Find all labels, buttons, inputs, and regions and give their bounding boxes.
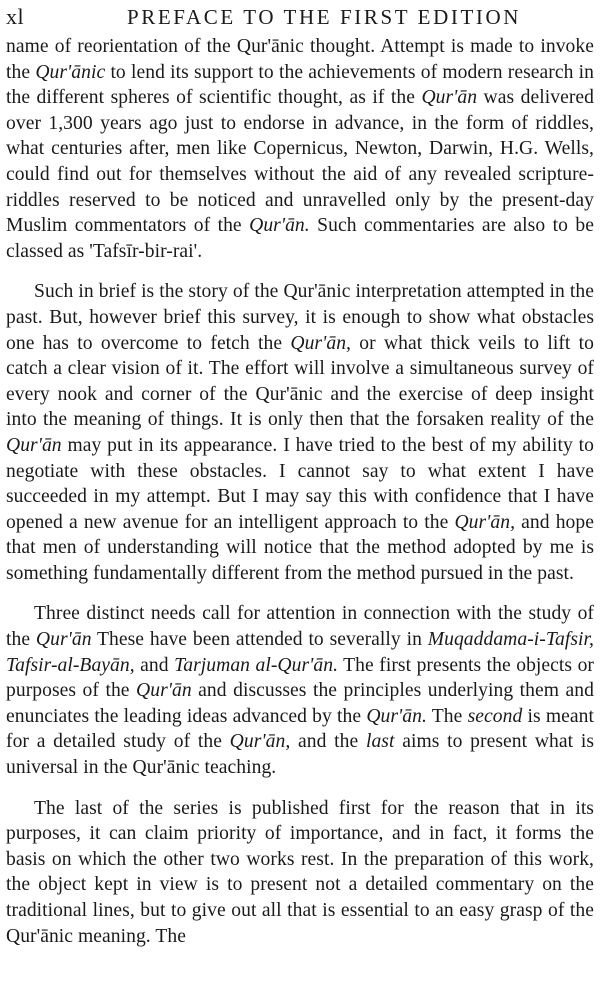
italic-text-run: second — [467, 705, 523, 727]
body-text — [6, 34, 594, 949]
text-run: may put in its appearance. I have tried to the best of my ability to negotiate with these obstacles. I cannot say to what extent I have succeeded in my attempt. But I may say this with confidence that I have opened a new avenue for an intelligent approach to the — [6, 434, 594, 533]
text-run: and — [134, 654, 175, 676]
text-run: The — [426, 705, 468, 727]
text-run: Three distinct needs call for attention in connection with the study of the — [6, 603, 594, 651]
text-run: aims to present what is universal in the Qur'ānic teaching. — [6, 731, 594, 779]
paragraph-1 — [6, 34, 594, 264]
text-run: Such commentaries are also to be classed as 'Tafsīr-bir-rai'. — [6, 215, 594, 262]
italic-text-run: Qur'ān — [136, 680, 192, 702]
italic-text-run: Qur'ān, — [229, 731, 291, 753]
paragraph-2 — [6, 279, 594, 586]
italic-text-run: Tarjuman al-Qur'ān. — [174, 654, 339, 676]
text-run: The first presents the objects or purposes of the — [6, 654, 594, 702]
paragraph-3 — [6, 601, 594, 780]
text-run: to lend its support to the achievements of modern research in the different spheres of scientific thought, as if the — [6, 61, 594, 109]
text-run: These have been attended to severally in — [91, 629, 428, 651]
paragraph-4 — [6, 796, 594, 950]
text-run: was delivered over 1,300 years ago just to endorse in advance, in the form of riddles, what centuries after, men like Copernicus, Newton, Darwin, H.G. Wells, could find out for themselves without the aid of any revealed scripture-riddles reserved to be noticed and unravelled only by the present-day Muslim commentators of the — [6, 87, 594, 237]
page-header — [6, 2, 594, 32]
text-run: name of reorientation of the Qur'ānic thought. Attempt is made to invoke the — [6, 36, 594, 83]
italic-text-run: Qur'ān — [35, 629, 92, 651]
text-run: is meant for a detailed study of the — [6, 705, 594, 753]
text-run: and discusses the principles underlying them and enunciates the leading ideas advanced by the — [6, 680, 594, 727]
italic-text-run: Qur'ān. — [249, 215, 310, 237]
text-run: and the — [290, 731, 366, 753]
italic-text-run: Qur'ān — [421, 87, 478, 109]
italic-text-run: Qur'ān, — [290, 332, 351, 354]
text-run: Such in brief is the story of the Qur'ānic interpretation attempted in the past. But, however brief this survey, it is enough to show what obstacles one has to overcome to fetch the — [6, 281, 594, 354]
italic-text-run: Qur'ān. — [366, 705, 427, 727]
page-number: xl — [6, 4, 25, 29]
text-run: and hope that men of understanding will notice that the method adopted by me is something fundamentally different from the method pursued in the past. — [6, 511, 594, 584]
running-head: PREFACE TO THE FIRST EDITION — [126, 5, 522, 29]
italic-text-run: Qur'ān, — [454, 511, 516, 533]
text-run: The last of the series is published first for the reason that in its purposes, it can claim priority of importance, and in fact, it forms the basis on which the other two works rest. In the preparation of this work, the object kept in view is to present not a detailed commentary on the traditional lines, but to give out all that is essential to an easy grasp of the Qur'ānic meaning. The — [6, 797, 594, 947]
text-run: or what thick veils to lift to catch a clear vision of it. The effort will involve a simultaneous survey of every nook and corner of the Qur'ānic and the exercise of deep insight into the meaning of things. It is only then that the forsaken reality of the — [6, 332, 594, 431]
italic-text-run: Muqaddama-i-Tafsir, Tafsir-al-Bayān, — [6, 629, 594, 676]
italic-text-run: Qur'ānic — [35, 61, 106, 83]
italic-text-run: last — [365, 731, 395, 753]
italic-text-run: Qur'ān — [6, 434, 62, 456]
